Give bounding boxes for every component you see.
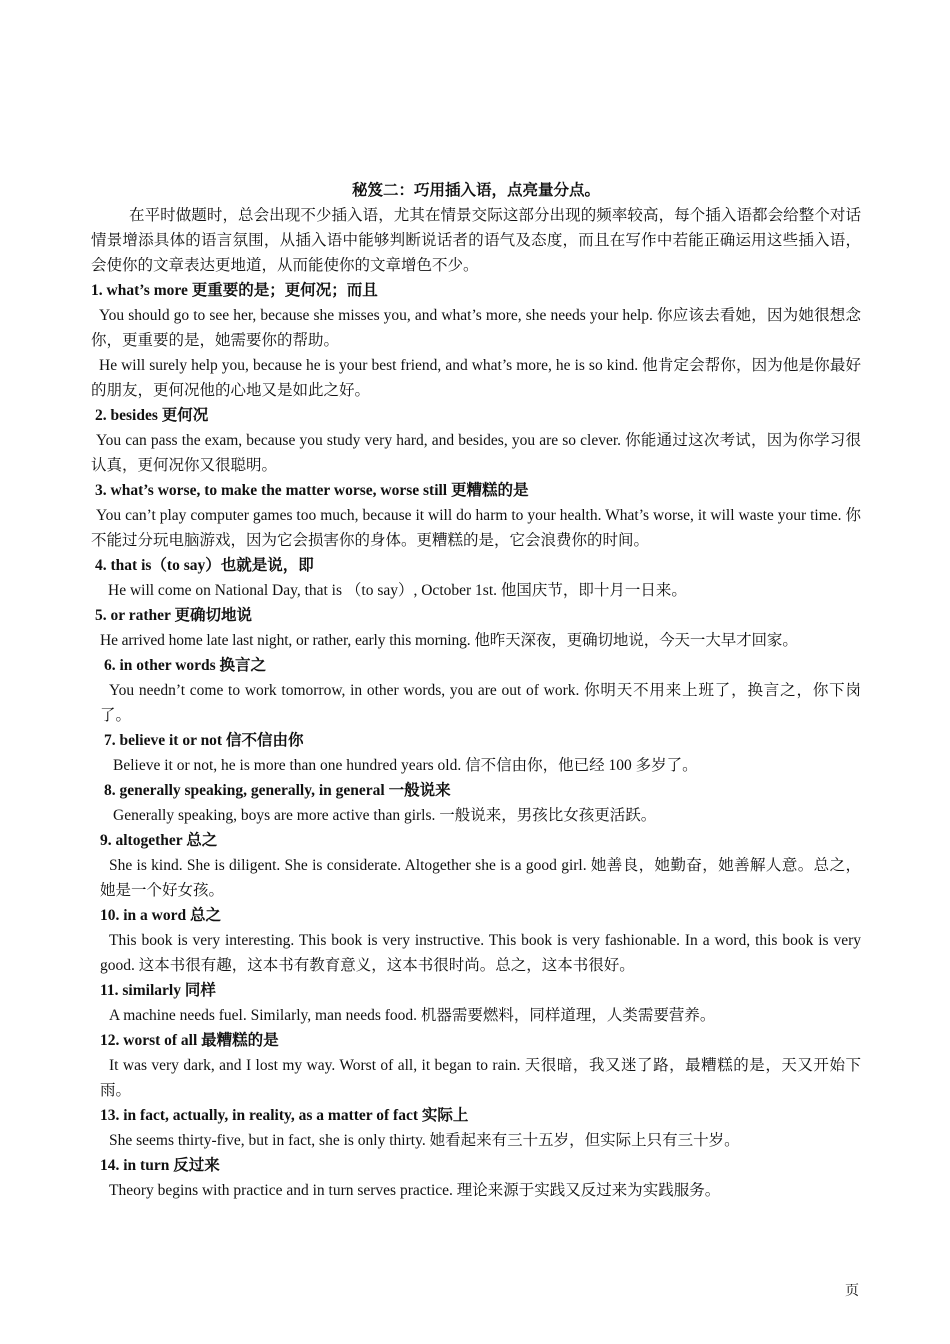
entry-9 [100, 828, 861, 903]
entry-example: He will come on National Day, that is （to say）, October 1st. 他国庆节，即十月一日来。 [108, 582, 687, 599]
entry-heading: 8. generally speaking, generally, in general 一般说来 [104, 782, 451, 799]
entry-3 [91, 478, 861, 553]
entry-heading: 7. believe it or not 信不信由你 [104, 732, 304, 749]
entry-heading: 10. in a word 总之 [100, 907, 221, 924]
entry-example: A machine needs fuel. Similarly, man needs food. 机器需要燃料，同样道理，人类需要营养。 [109, 1007, 716, 1024]
entry-example: Theory begins with practice and in turn serves practice. 理论来源于实践又反过来为实践服务。 [109, 1182, 721, 1199]
document-title: 秘笈二：巧用插入语，点亮量分点。 [351, 182, 600, 199]
entry-5 [95, 603, 861, 653]
entry-example: It was very dark, and I lost my way. Worst of all, it began to rain. 天很暗，我又迷了路，最糟糕的是，天又开始下雨。 [100, 1057, 861, 1099]
entry-example: You can pass the exam, because you study very hard, and besides, you are so clever. 你能通过这次考试，因为你学习很认真，更何况你又很聪明。 [91, 432, 861, 474]
entry-heading: 13. in fact, actually, in reality, as a matter of fact 实际上 [100, 1107, 469, 1124]
entry-example: You needn’t come to work tomorrow, in other words, you are out of work. 你明天不用来上班了，换言之，你下岗了。 [100, 682, 861, 724]
entry-example: You can’t play computer games too much, because it will do harm to your health. What’s worse, it will waste your time. 你不能过分玩电脑游戏，因为它会损害你的身体。更糟糕的是，它会浪费你的时间。 [91, 507, 861, 549]
entry-heading: 3. what’s worse, to make the matter worse, worse still 更糟糕的是 [95, 482, 529, 499]
entry-heading: 5. or rather 更确切地说 [95, 607, 252, 624]
entry-6 [100, 653, 861, 728]
entry-heading: 11. similarly 同样 [100, 982, 216, 999]
entry-2 [91, 403, 861, 478]
entry-heading: 9. altogether 总之 [100, 832, 218, 849]
intro-paragraph: 在平时做题时，总会出现不少插入语，尤其在情景交际这部分出现的频率较高，每个插入语都会给整个对话情景增添具体的语言氛围，从插入语中能够判断说话者的语气及态度，而且在写作中若能正确运用这些插入语，会使你的文章表达更地道，从而能使你的文章增色不少。 [91, 207, 861, 274]
entry-example: She seems thirty-five, but in fact, she is only thirty. 她看起来有三十五岁，但实际上只有三十岁。 [109, 1132, 740, 1149]
entry-1 [91, 278, 861, 403]
entry-example: He will surely help you, because he is your best friend, and what’s more, he is so kind. 他肯定会帮你，因为他是你最好的朋友，更何况他的心地又是如此之好。 [91, 357, 861, 399]
entry-example: Generally speaking, boys are more active than girls. 一般说来，男孩比女孩更活跃。 [113, 807, 657, 824]
entry-10 [100, 903, 861, 978]
entry-11 [100, 978, 861, 1028]
entry-12 [100, 1028, 861, 1103]
entry-example: This book is very interesting. This book is very instructive. This book is very fashionable. In a word, this book is very good. 这本书很有趣，这本书有教育意义，这本书很时尚。总之，这本书很好。 [100, 932, 861, 974]
entry-4 [95, 553, 861, 603]
entry-heading: 6. in other words 换言之 [104, 657, 267, 674]
entry-heading: 14. in turn 反过来 [100, 1157, 220, 1174]
entry-8 [104, 778, 861, 828]
entry-heading: 2. besides 更何况 [95, 407, 209, 424]
document-body [91, 178, 861, 1203]
entry-example: He arrived home late last night, or rather, early this morning. 他昨天深夜，更确切地说，今天一大早才回家。 [100, 632, 798, 649]
entry-heading: 12. worst of all 最糟糕的是 [100, 1032, 279, 1049]
entry-heading: 1. what’s more 更重要的是；更何况；而且 [91, 282, 378, 299]
entry-example: You should go to see her, because she misses you, and what’s more, she needs your help. 你应该去看她，因为她很想念你，更重要的是，她需要你的帮助。 [91, 307, 861, 349]
entry-heading: 4. that is（to say）也就是说，即 [95, 557, 314, 574]
entry-7 [104, 728, 861, 778]
entry-14 [100, 1153, 861, 1203]
entry-example: Believe it or not, he is more than one hundred years old. 信不信由你，他已经 100 多岁了。 [113, 757, 698, 774]
page-footer-label: 页 [845, 1284, 859, 1299]
entry-example: She is kind. She is diligent. She is considerate. Altogether she is a good girl. 她善良，她勤奋，她善解人意。总之，她是一个好女孩。 [100, 857, 861, 899]
entry-13 [100, 1103, 861, 1153]
